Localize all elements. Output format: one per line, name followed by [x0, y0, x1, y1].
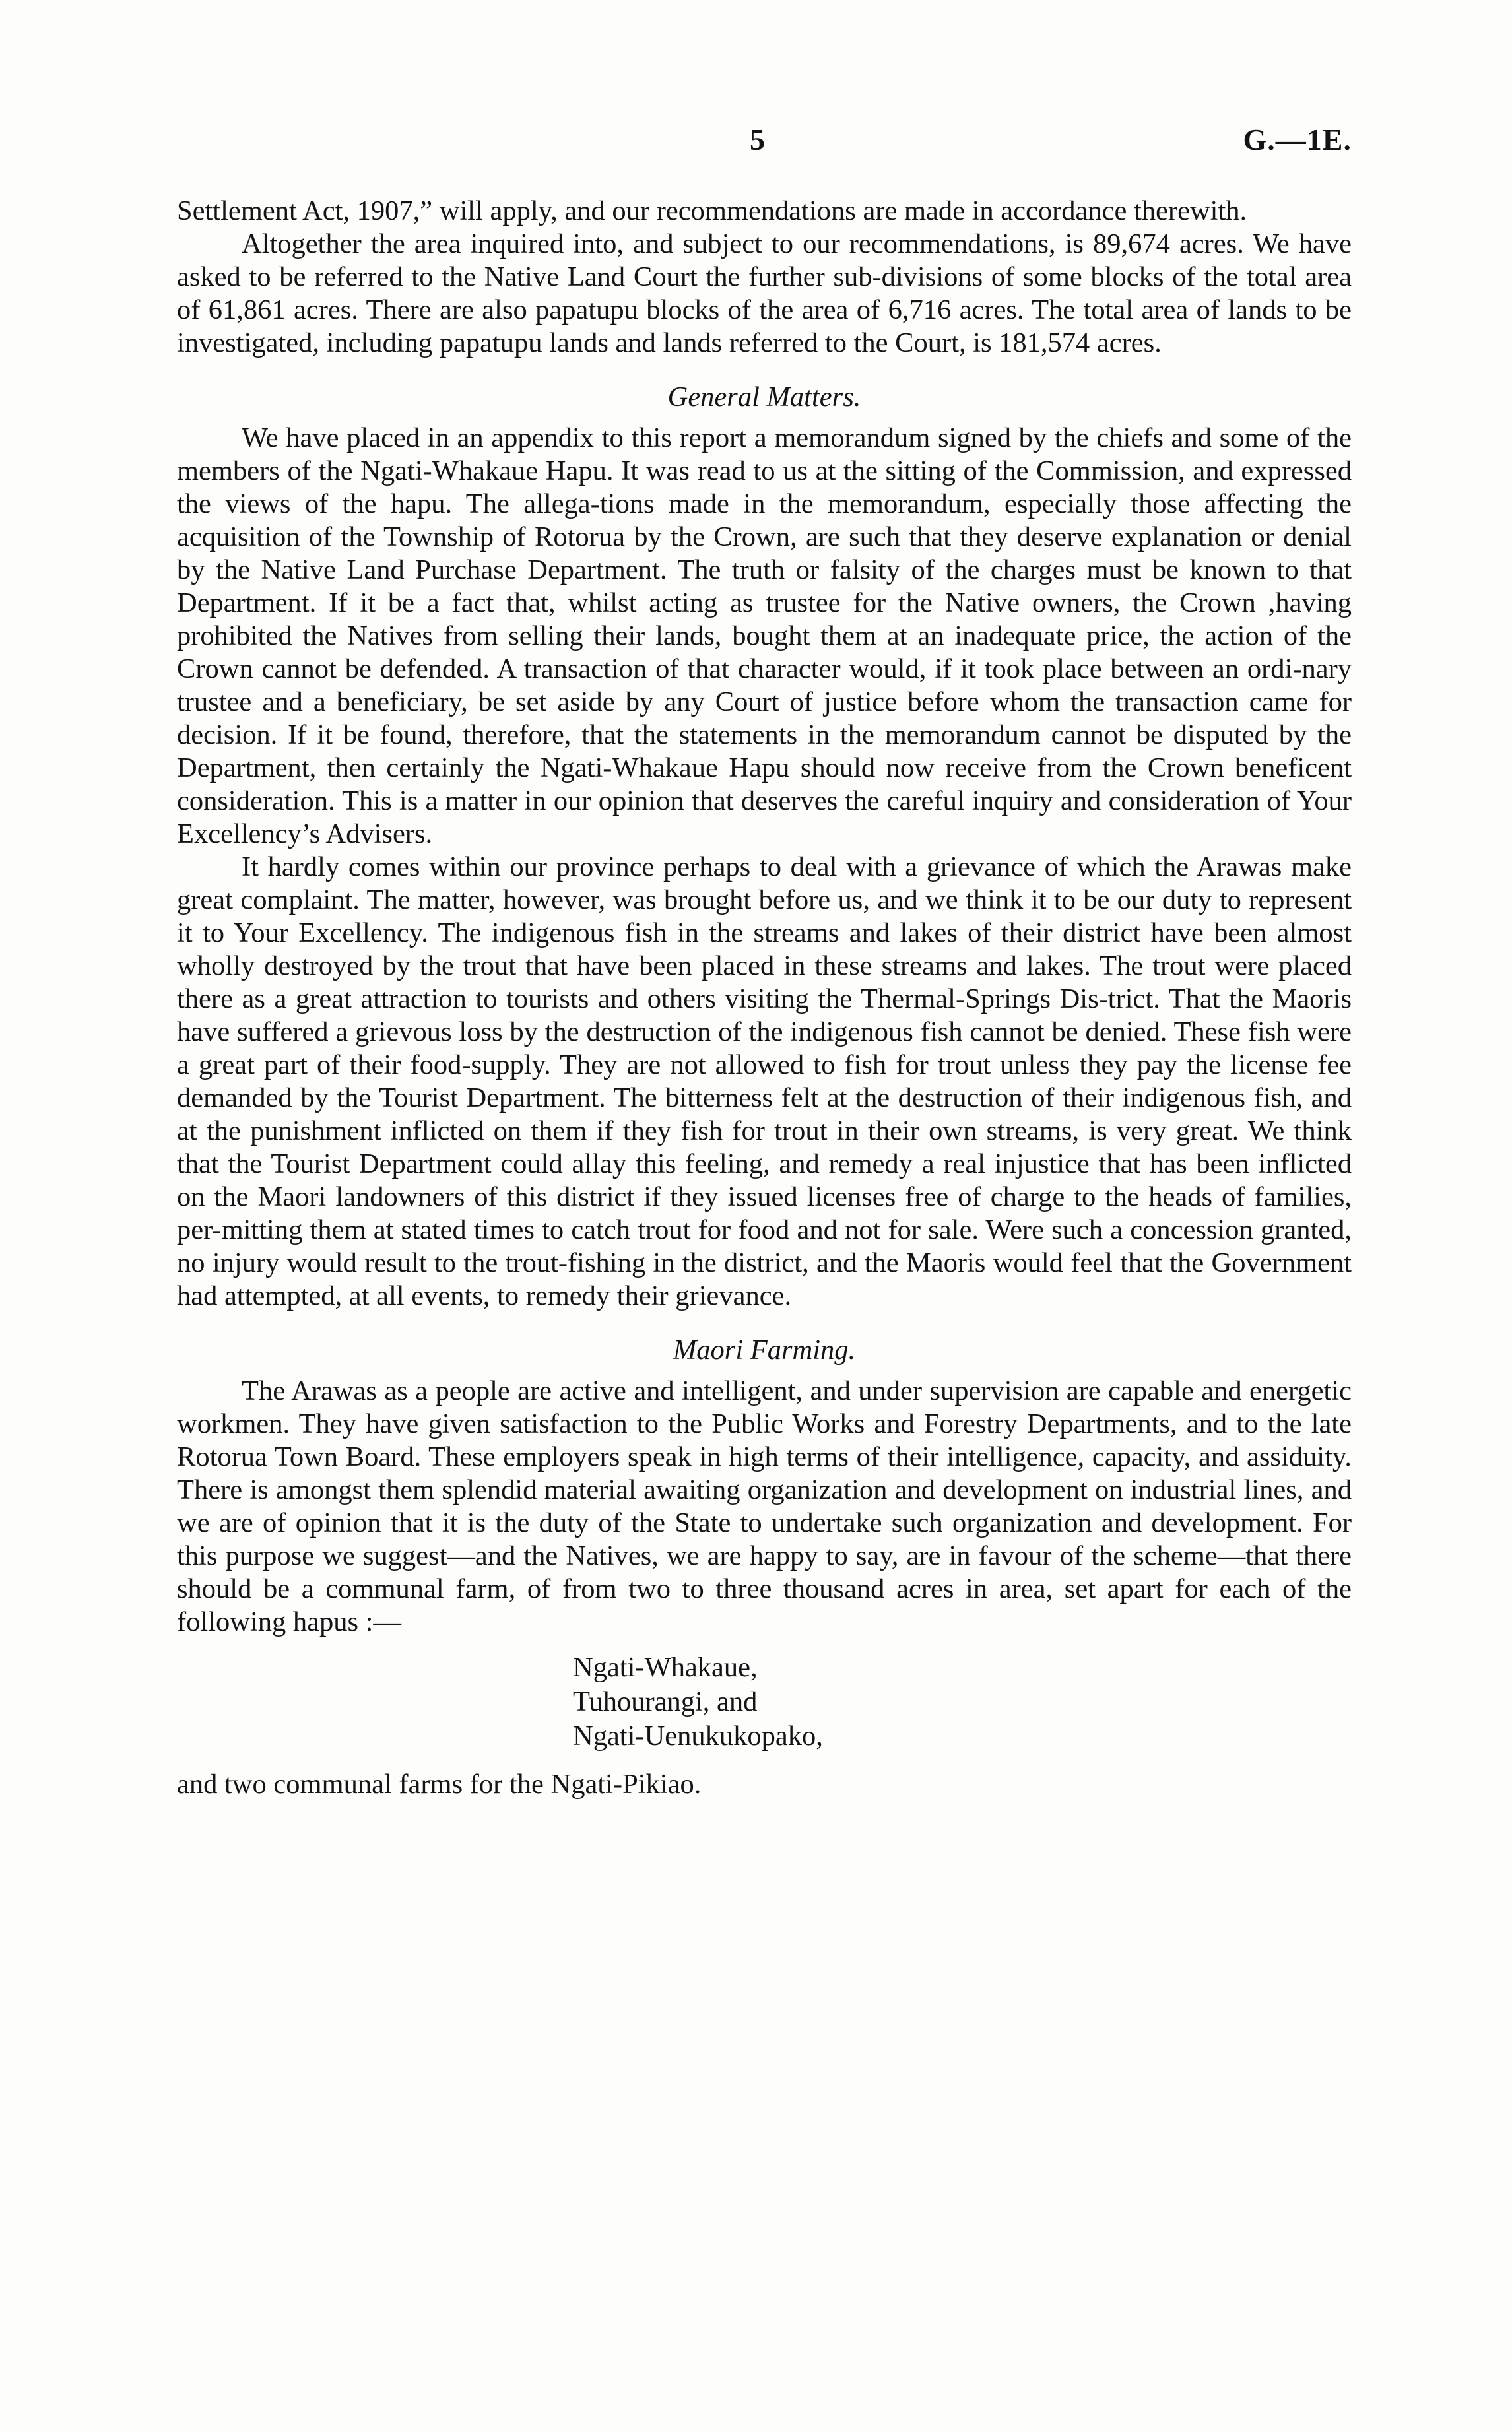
hapu-item: Ngati-Uenukukopako, [573, 1721, 823, 1752]
heading-general-matters: General Matters. [667, 381, 861, 412]
paragraph-continuation: Settlement Act, 1907,” will apply, and our recommendations are made in accordance therewith. [177, 195, 1247, 226]
document-reference: G.—1E. [1243, 123, 1352, 156]
hapu-item: Tuhourangi, and [573, 1686, 758, 1717]
hapu-item: Ngati-Whakaue, [573, 1652, 758, 1683]
paragraph-fishing-grievance: It hardly comes within our province perhaps to deal with a grievance of which the Arawas make great complaint. The matter, however, was brought before us, and we think it to be our duty to represent it to Your Excellency. The indigenous fish in the streams and lakes of their district have been almost wholly destroyed by the trout that have been placed in these streams and lakes. The trout were placed there as a great attraction to tourists and others visiting the Thermal-Springs Dis-trict. That the Maoris have suffered a grievous loss by the destruction of the indigenous fish cannot be denied. These fish were a great part of their food-supply. They are not allowed to fish for trout unless they pay the license fee demanded by the Tourist Department. The bitterness felt at the destruction of their indigenous fish, and at the punishment inflicted on them if they fish for trout in their own streams, is very great. We think that the Tourist Department could allay this feeling, and remedy a real injustice that has been inflicted on the Maori landowners of this district if they issued licenses free of charge to the heads of families, per-mitting them at stated times to catch trout for food and not for sale. Were such a concession granted, no injury would result to the trout-fishing in the district, and the Maoris would feel that the Government had attempted, at all events, to remedy their grievance. [177, 851, 1352, 1311]
page-number: 5 [750, 123, 765, 156]
report-body [177, 195, 1352, 1801]
heading-maori-farming: Maori Farming. [673, 1334, 856, 1365]
paragraph-closing: and two communal farms for the Ngati-Pikiao. [177, 1769, 702, 1800]
page-header [0, 122, 1512, 162]
paragraph-farming-scheme: The Arawas as a people are active and intelligent, and under supervision are capable and energetic workmen. They have given satisfaction to the Public Works and Forestry Departments, and to the late Rotorua Town Board. These employers speak in high terms of their intelligence, capacity, and assiduity. There is amongst them splendid material awaiting organization and development on industrial lines, and we are of opinion that it is the duty of the State to undertake such organization and development. For this purpose we suggest—and the Natives, we are happy to say, are in favour of the scheme—that there should be a communal farm, of from two to three thousand acres in area, set apart for each of the following hapus :— [177, 1375, 1352, 1637]
paragraph-memorandum: We have placed in an appendix to this report a memorandum signed by the chiefs and some of the members of the Ngati-Whakaue Hapu. It was read to us at the sitting of the Commission, and expressed the views of the hapu. The allega-tions made in the memorandum, especially those affecting the acquisition of the Township of Rotorua by the Crown, are such that they deserve explanation or denial by the Native Land Purchase Department. The truth or falsity of the charges must be known to that Department. If it be a fact that, whilst acting as trustee for the Native owners, the Crown ,having prohibited the Natives from selling their lands, bought them at an inadequate price, the action of the Crown cannot be defended. A transaction of that character would, if it took place between an ordi-nary trustee and a beneficiary, be set aside by any Court of justice before whom the transaction came for decision. If it be found, therefore, that the statements in the memorandum cannot be disputed by the Department, then certainly the Ngati-Whakaue Hapu should now receive from the Crown beneficent consideration. This is a matter in our opinion that deserves the careful inquiry and consideration of Your Excellency’s Advisers. [177, 422, 1352, 849]
paragraph-area-summary: Altogether the area inquired into, and subject to our recommendations, is 89,674 acres. We have asked to be referred to the Native Land Court the further sub-divisions of some blocks of the total area of 61,861 acres. There are also papatupu blocks of the area of 6,716 acres. The total area of lands to be investigated, including papatupu lands and lands referred to the Court, is 181,574 acres. [177, 228, 1352, 358]
hapu-list [573, 1651, 1352, 1754]
